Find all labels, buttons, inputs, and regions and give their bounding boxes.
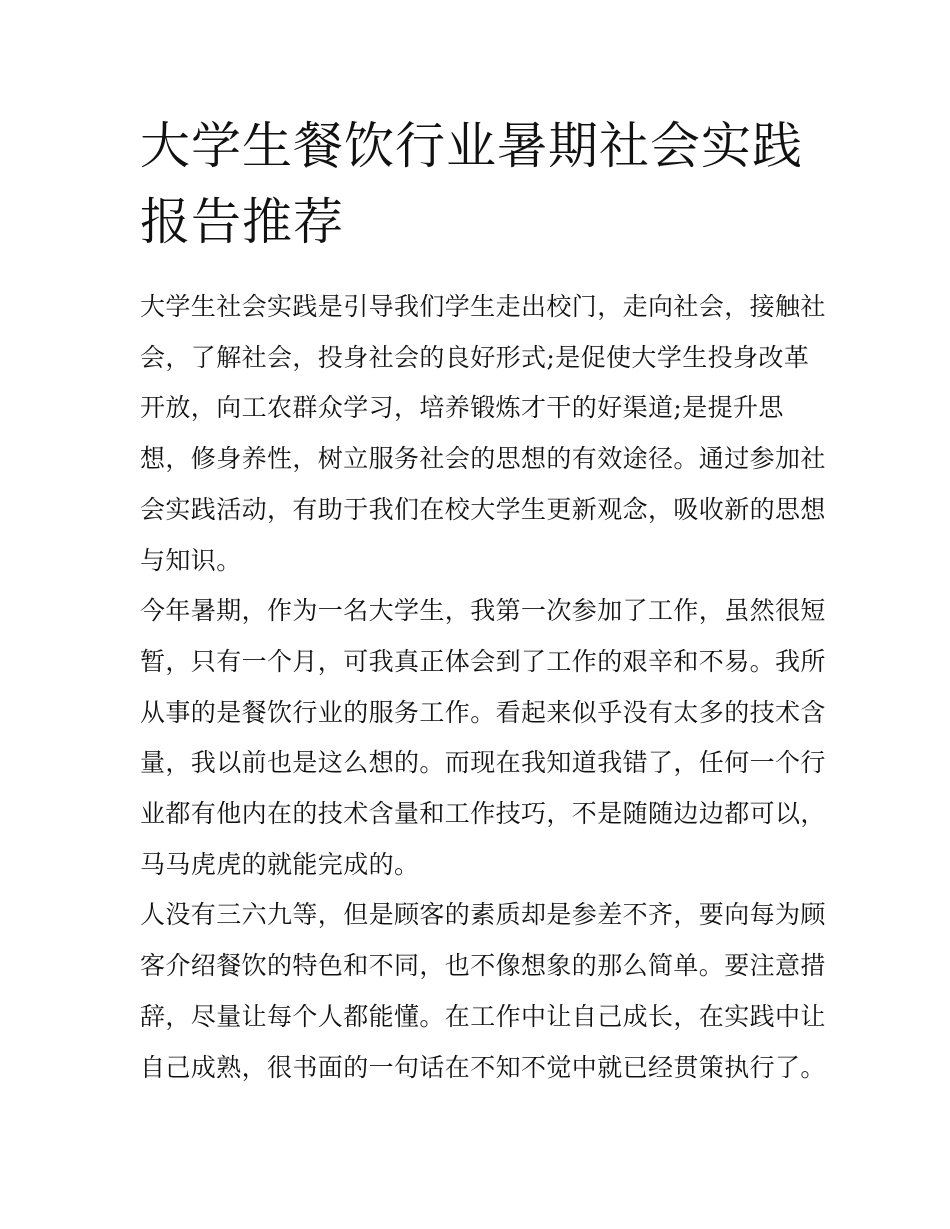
title-line: 报告推荐 xyxy=(140,193,344,251)
paragraph-line: 开放，向工农群众学习，培养锻炼才干的好渠道;是提升思 xyxy=(140,393,784,423)
paragraph-line: 大学生社会实践是引导我们学生走出校门，走向社会，接触社 xyxy=(140,292,826,321)
paragraph-line: 业都有他内在的技术含量和工作技巧，不是随随边边都可以， xyxy=(140,799,826,829)
paragraph-line: 客介绍餐饮的特色和不同，也不像想象的那么简单。要注意措 xyxy=(140,951,826,981)
paragraph-line: 量，我以前也是这么想的。而现在我知道我错了，任何一个行 xyxy=(140,748,826,778)
paragraph-line: 想，修身养性，树立服务社会的思想的有效途径。通过参加社 xyxy=(140,444,826,474)
paragraph-line: 今年暑期，作为一名大学生，我第一次参加了工作，虽然很短 xyxy=(140,596,826,626)
paragraph-line: 会，了解社会，投身社会的良好形式;是促使大学生投身改革 xyxy=(140,342,810,372)
paragraph-line: 人没有三六九等，但是顾客的素质却是参差不齐，要向每为顾 xyxy=(140,900,826,930)
title-line: 大学生餐饮行业暑期社会实践 xyxy=(140,117,803,175)
paragraph-line: 从事的是餐饮行业的服务工作。看起来似乎没有太多的技术含 xyxy=(140,697,826,727)
document-page xyxy=(140,108,826,1093)
paragraph-line: 与知识。 xyxy=(140,545,242,575)
paragraph-line: 暂，只有一个月，可我真正体会到了工作的艰辛和不易。我所 xyxy=(140,646,826,676)
document-body xyxy=(140,282,826,1093)
paragraph-line: 辞，尽量让每个人都能懂。在工作中让自己成长，在实践中让 xyxy=(140,1001,826,1031)
paragraph-line: 马马虎虎的就能完成的。 xyxy=(140,849,420,879)
paragraph-line: 会实践活动，有助于我们在校大学生更新观念，吸收新的思想 xyxy=(140,494,826,524)
document-title xyxy=(140,108,820,260)
paragraph-line: 自己成熟，很书面的一句话在不知不觉中就已经贯策执行了。 xyxy=(140,1052,826,1082)
